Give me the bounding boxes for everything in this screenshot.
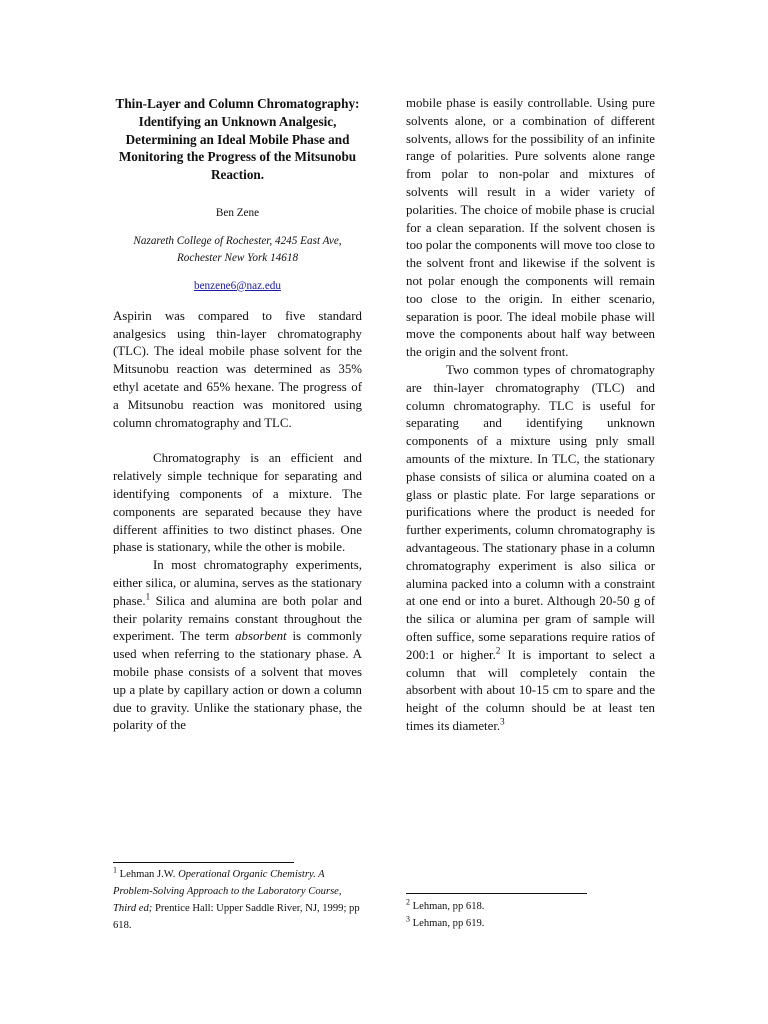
- intro-paragraph-1: Chromatography is an efficient and relatively simple technique for separating and identifying components of a mixture. The components are separated because they have different affinities to two distinct phases. One phase is stationary, while the other is mobile.: [113, 451, 362, 555]
- text-span: Lehman, pp 619.: [410, 918, 485, 929]
- text-span: In most chromatography experiments, either silica, or alumina, serves as the stationary phase.: [113, 558, 362, 608]
- affiliation-line-1: Nazareth College of Rochester, 4245 East Ave,: [133, 234, 342, 247]
- text-span: Silica and alumina are both polar and their polarity remains constant throughout the experiment. The term: [113, 593, 362, 644]
- text-span: is commonly used when referring to the stationary phase. A mobile phase consists of a solvent that moves up a plate by capillary action or down a column due to gravity. Unlike the stationary phase, the polarity of the: [113, 629, 362, 733]
- footnote-3-number: 3: [406, 914, 410, 924]
- text-span: Prentice Hall: Upper Saddle River, NJ, 1999; pp 618.: [113, 903, 360, 931]
- footnote-rule-left: [113, 862, 294, 863]
- text-span: Lehman, pp 618.: [410, 901, 485, 912]
- abstract: Aspirin was compared to five standard analgesics using thin-layer chromatography (TLC). The ideal mobile phase solvent for the Mitsunobu reaction was determined as 35% ethyl acetate and 65% hexane. The progress of a Mitsunobu reaction was monitored using column chromatography and TLC.: [113, 308, 362, 430]
- email-link[interactable]: benzene6@naz.edu: [193, 279, 281, 292]
- footnotes-right: [406, 898, 656, 932]
- footnote-rule-right: [406, 893, 587, 894]
- footnote-1-text: [113, 866, 363, 934]
- chromatography-types-paragraph: [406, 362, 655, 736]
- intro-paragraph-2: [113, 557, 362, 735]
- footnote-ref-2[interactable]: 2: [495, 645, 501, 656]
- footnote-1-number: 1: [113, 865, 117, 875]
- right-column: [406, 95, 655, 736]
- text-span: Lehman J.W.: [117, 869, 179, 880]
- footnote-1: [113, 866, 363, 934]
- text-span: Two common types of chromatography are thin-layer chromatography (TLC) and column chromatography. TLC is useful for separating and identifying unknown components of a mixture using pnly small amounts of the mixture. In TLC, the stationary phase consists of silica or alumina coated on a glass or plastic plate. For large separations or purifications where the product is needed for further experiments, column chromatography is advantageous. The stationary phase in a column chromatography experiment is also silica or alumina packed into a column with a constraint at one end or into a buret. Although 20-50 g of the silica or alumina per gram of sample will often suffice, some separations require ratios of 200:1 or higher.: [406, 362, 655, 662]
- affiliation-line-2: Rochester New York 14618: [176, 251, 299, 264]
- mobile-phase-paragraph: mobile phase is easily controllable. Using pure solvents alone, or a combination of different solvents, allows for the possibility of an infinite range of polarities. Pure solvents alone range from polar to non-polar and mixtures of solvents will result in a wider variety of polarities. The choice of mobile phase is crucial for a clean separation. If the solvent chosen is too polar the components will move too close to the solvent front and likewise if the solvent is not polar enough the components will remain too close to the origin. In either scenario, separation is poor. The ideal mobile phase will move the components about half way between the origin and the solvent front.: [406, 96, 655, 360]
- footnote-ref-3[interactable]: 3: [500, 716, 505, 727]
- author-email: [113, 280, 362, 292]
- paper-title: Thin-Layer and Column Chromatography: Identifying an Unknown Analgesic, Determining an Ideal Mobile Phase and Monitoring the Progress of the Mitsunobu Reaction.: [115, 96, 360, 183]
- affiliation: [113, 233, 362, 267]
- emphasis-term: absorbent: [235, 629, 287, 644]
- footnote-2-number: 2: [406, 897, 410, 907]
- text-span: It is important to select a column that will completely contain the absorbent with about 10-15 cm to spare and the height of the column should be at least ten times its diameter.: [406, 647, 655, 733]
- footnote-2: [406, 898, 656, 915]
- footnote-3: [406, 915, 656, 932]
- book-title: Operational Organic Chemistry. A Problem-Solving Approach to the Laboratory Course, Third ed;: [113, 869, 342, 914]
- footnote-ref-1[interactable]: 1: [145, 591, 151, 602]
- author-name: Ben Zene: [215, 206, 260, 219]
- left-column: [113, 95, 362, 735]
